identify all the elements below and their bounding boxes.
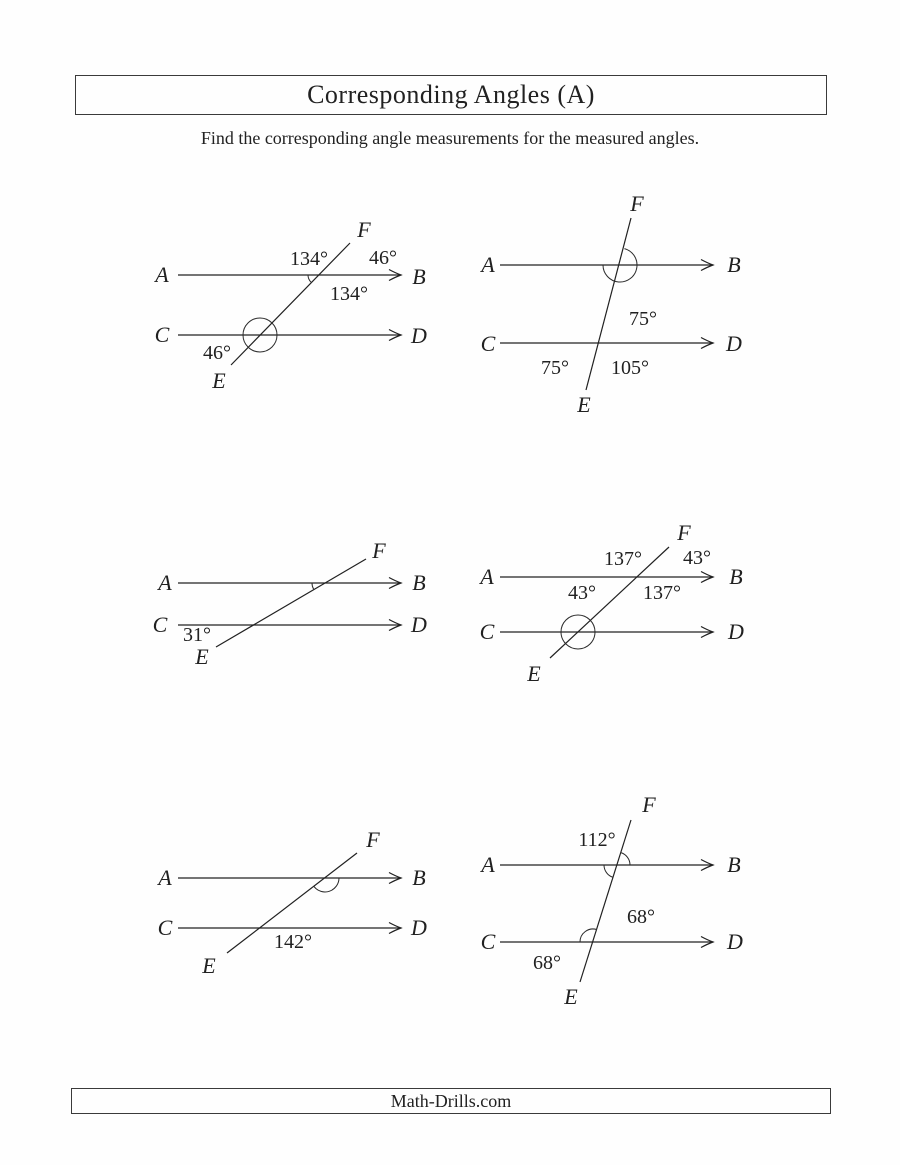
- angle-label: 68°: [533, 952, 561, 974]
- point-label-c: C: [479, 619, 495, 644]
- point-label-c: C: [152, 612, 168, 637]
- point-label-a: A: [158, 570, 172, 595]
- point-label-b: B: [412, 264, 426, 289]
- point-label-f: F: [642, 792, 656, 817]
- angle-label: 75°: [541, 357, 569, 379]
- angle-arc-ab-below-left: [308, 275, 311, 282]
- angle-label: 134°: [290, 248, 328, 270]
- point-label-e: E: [577, 392, 591, 417]
- angle-label: 46°: [369, 247, 397, 269]
- angle-label: 134°: [330, 283, 368, 305]
- point-label-f: F: [372, 538, 386, 563]
- angle-arc-ab-below-left: [312, 583, 314, 589]
- point-label-c: C: [480, 929, 496, 954]
- point-label-d: D: [726, 331, 742, 356]
- point-label-b: B: [727, 852, 741, 877]
- point-label-c: C: [157, 915, 173, 940]
- angle-arc-ab-above-right: [621, 853, 630, 865]
- page-title: Corresponding Angles (A): [307, 80, 595, 109]
- angle-label: 68°: [627, 906, 655, 928]
- point-label-d: D: [727, 929, 743, 954]
- point-label-c: C: [154, 322, 170, 347]
- point-label-a: A: [155, 262, 169, 287]
- diagram-1: [153, 217, 427, 393]
- angle-label: 31°: [183, 624, 211, 646]
- point-label-b: B: [727, 252, 741, 277]
- angle-label: 43°: [568, 582, 596, 604]
- point-label-e: E: [202, 953, 216, 978]
- point-label-a: A: [158, 865, 172, 890]
- point-label-f: F: [357, 217, 371, 242]
- point-label-b: B: [412, 570, 426, 595]
- angle-label: 142°: [274, 931, 312, 953]
- angle-arc-ab-below: [314, 878, 339, 892]
- point-label-f: F: [630, 191, 644, 216]
- point-label-a: A: [480, 564, 494, 589]
- point-label-b: B: [729, 564, 743, 589]
- point-label-f: F: [366, 827, 380, 852]
- angle-arc-ab-below-left: [604, 865, 613, 877]
- point-label-a: A: [481, 852, 495, 877]
- diagram-6: [479, 792, 743, 1009]
- angle-label: 46°: [203, 342, 231, 364]
- angle-label: 75°: [629, 308, 657, 330]
- footer-box: [71, 1088, 831, 1114]
- point-label-d: D: [411, 612, 427, 637]
- point-label-b: B: [412, 865, 426, 890]
- diagram-5: [156, 827, 427, 978]
- angle-label: 137°: [643, 582, 681, 604]
- angle-label: 112°: [578, 829, 616, 851]
- instructions-text: Find the corresponding angle measurements for the measured angles.: [200, 128, 700, 148]
- point-label-a: A: [481, 252, 495, 277]
- angle-label: 43°: [683, 547, 711, 569]
- diagram-4: [478, 520, 744, 686]
- diagram-2: [479, 191, 742, 417]
- point-label-e: E: [564, 984, 578, 1009]
- point-label-c: C: [480, 331, 496, 356]
- footer-site-name: Math-Drills.com: [390, 1090, 512, 1111]
- angle-label: 105°: [611, 357, 649, 379]
- point-label-d: D: [411, 915, 427, 940]
- point-label-d: D: [411, 323, 427, 348]
- point-label-f: F: [677, 520, 691, 545]
- diagram-3: [153, 538, 427, 669]
- point-label-e: E: [195, 644, 209, 669]
- point-label-e: E: [212, 368, 226, 393]
- point-label-e: E: [527, 661, 541, 686]
- angle-label: 137°: [604, 548, 642, 570]
- transversal-ef: [216, 559, 366, 647]
- point-label-d: D: [728, 619, 744, 644]
